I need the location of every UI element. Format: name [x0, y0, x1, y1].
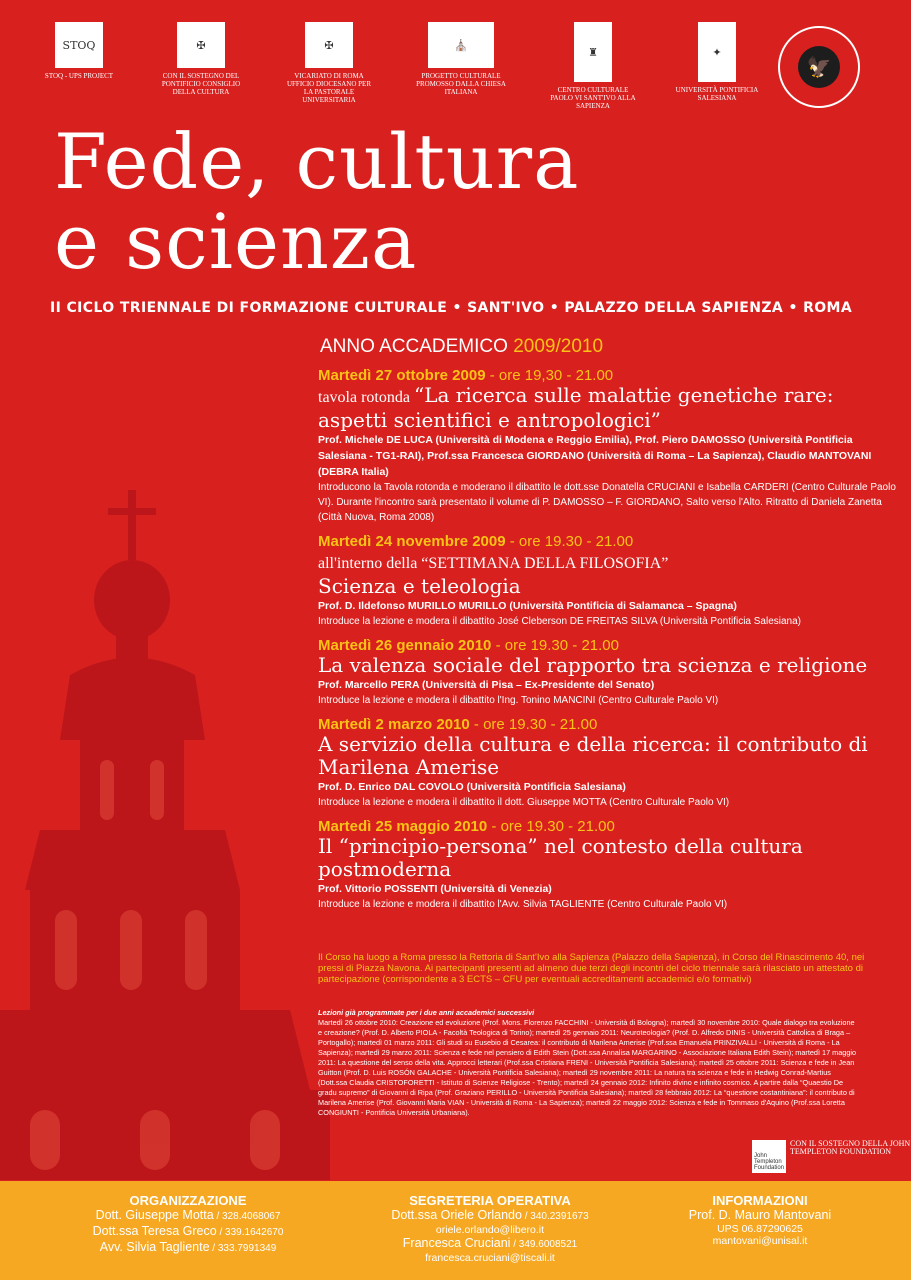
centro-paolo-vi-logo [548, 22, 638, 110]
progetto-culturale-logo [416, 22, 506, 96]
event-pre: all'interno della “SETTIMANA DELLA FILOSOFIA” [318, 555, 669, 572]
event-speakers: Prof. D. Enrico DAL COVOLO (Università Pontificia Salesiana) [318, 781, 626, 793]
pontificio-consiglio-logo-caption: CON IL SOSTEGNO DEL PONTIFICIO CONSIGLIO DELLA CULTURA [161, 72, 241, 96]
facolta-filosofia-seal [778, 26, 860, 108]
footer-informazioni-heading: INFORMAZIONI [712, 1193, 808, 1208]
event-intro: Introducono la Tavola rotonda e moderano il dibattito le dott.sse Donatella CRUCIANI e Isabella CARDERI (Centro Culturale Paolo VI). Durante l'incontro sarà presentato il volume di P. DAMOSSO – F. GIORDANO, Salto verso l'Alto. Ritratto di Daniela Zanetta (Città Nuova, Roma 2008) [318, 482, 896, 523]
vicariato-logo [284, 22, 374, 104]
templeton-logo-mark: John Templeton Foundation [752, 1140, 786, 1173]
contact-name: Dott.ssa Teresa Greco [92, 1224, 217, 1238]
event-item [318, 533, 898, 629]
event-date: Martedì 2 marzo 2010 [318, 716, 470, 733]
event-pre: tavola rotonda [318, 389, 414, 406]
event-intro: Introduce la lezione e modera il dibattito il dott. Giuseppe MOTTA (Centro Culturale Paolo VI) [318, 797, 730, 808]
footer-organizzazione-heading: ORGANIZZAZIONE [129, 1193, 247, 1208]
contact-name: Francesca Cruciani [402, 1236, 511, 1250]
event-time: - ore 19.30 - 21.00 [491, 637, 619, 654]
contact-email[interactable]: mantovani@unisal.it [712, 1235, 808, 1247]
contact-phone: / 340.2391673 [521, 1211, 589, 1222]
venue-notes: Il Corso ha luogo a Roma presso la Rettoria di Sant'Ivo alla Sapienza (Palazzo della Sapienza), in Corso del Rinascimento 40, nei pressi di Piazza Navona. Ai partecipanti presenti ad almeno due terzi degli incontri del ciclo triennale sarà rilasciato un attestato di partecipazione (corrispondente a 3 ECTS – CFU per eventuali accreditamenti accademici e/o formativi) [318, 952, 865, 985]
future-lessons [318, 1008, 858, 1118]
future-lessons-heading: Lezioni già programmate per i due anni accademici successivi [318, 1008, 535, 1017]
academic-year-label: ANNO ACCADEMICO [320, 336, 508, 357]
centro-paolo-vi-logo-caption: CENTRO CULTURALE PAOLO VI SANT'IVO ALLA SAPIENZA [550, 86, 636, 110]
contact-email[interactable]: francesca.cruciani@tiscali.it [425, 1252, 555, 1264]
contact-name: Avv. Silvia Tagliente [99, 1240, 210, 1254]
stoq-logo-caption: STOQ - UPS PROJECT [44, 72, 114, 80]
event-title: Il “principio-persona” nel contesto della cultura postmoderna [318, 834, 803, 881]
event-item [318, 637, 898, 708]
event-title: La valenza sociale del rapporto tra scienza e religione [318, 653, 868, 677]
footer-segreteria-heading: SEGRETERIA OPERATIVA [409, 1193, 571, 1208]
progetto-culturale-logo-mark: ⛪ [428, 22, 494, 68]
footer [0, 1181, 911, 1280]
event-time: - ore 19,30 - 21.00 [485, 367, 614, 384]
contact-name: Prof. D. Mauro Mantovani [688, 1208, 832, 1222]
footer-organizzazione [68, 1193, 308, 1256]
event-date: Martedì 25 maggio 2010 [318, 818, 488, 835]
pontificio-consiglio-logo-mark: ✠ [177, 22, 225, 68]
contact-phone: / 339.1642670 [216, 1227, 284, 1238]
title-line-1: Fede, cultura [54, 117, 580, 206]
event-date: Martedì 24 novembre 2009 [318, 533, 506, 550]
contact-phone: / 333.7991349 [209, 1243, 277, 1254]
tower-illustration [0, 490, 330, 1180]
contact-name: Dott.ssa Oriele Orlando [391, 1208, 522, 1222]
event-intro: Introduce la lezione e modera il dibattito José Cleberson DE FREITAS SILVA (Università Pontificia Salesiana) [318, 616, 802, 627]
event-time: - ore 19.30 - 21.00 [469, 716, 598, 733]
centro-paolo-vi-logo-mark: ♜ [574, 22, 612, 82]
contact-email[interactable]: oriele.orlando@libero.it [435, 1224, 545, 1236]
templeton-logo [752, 1140, 911, 1173]
footer-segreteria [360, 1193, 620, 1264]
contact-phone: UPS 06.87290625 [717, 1223, 803, 1235]
event-speakers: Prof. Vittorio POSSENTI (Università di Venezia) [318, 883, 552, 895]
logos-row [20, 22, 900, 127]
event-speakers: Prof. D. Ildefonso MURILLO MURILLO (Università Pontificia di Salamanca – Spagna) [318, 600, 737, 612]
event-item [318, 818, 898, 912]
footer-informazioni [640, 1193, 880, 1247]
event-speakers: Prof. Marcello PERA (Università di Pisa – Ex-Presidente del Senato) [318, 679, 655, 691]
title-line-2: e scienza [54, 197, 418, 286]
stoq-logo [34, 22, 124, 80]
contact-phone: / 328.4068067 [213, 1211, 281, 1222]
event-time: - ore 19.30 - 21.00 [505, 533, 634, 550]
templeton-logo-caption: CON IL SOSTEGNO DELLA JOHN TEMPLETON FOUNDATION [790, 1139, 911, 1156]
event-time: - ore 19.30 - 21.00 [487, 818, 615, 835]
academic-year [320, 336, 603, 358]
vicariato-logo-caption: VICARIATO DI ROMA UFFICIO DIOCESANO PER LA PASTORALE UNIVERSITARIA [286, 72, 371, 104]
event-speakers: Prof. Michele DE LUCA (Università di Modena e Reggio Emilia), Prof. Piero DAMOSSO (Università Pontificia Salesiana - TG1-RAI), Prof.ssa Francesca GIORDANO (Università di Roma – La Sapienza), Claudio MANTOVANI (DEBRA Italia) [318, 434, 872, 478]
ups-logo-caption: UNIVERSITÀ PONTIFICIA SALESIANA [675, 86, 759, 102]
subtitle: II CICLO TRIENNALE DI FORMAZIONE CULTURALE • SANT'IVO • PALAZZO DELLA SAPIENZA • ROMA [50, 300, 853, 316]
event-title: A servizio della cultura e della ricerca: il contributo di Marilena Amerise [318, 732, 868, 779]
event-title: Scienza e teleologia [318, 574, 521, 598]
event-date: Martedì 26 gennaio 2010 [318, 637, 492, 654]
academic-year-value: 2009/2010 [513, 336, 604, 357]
event-item [318, 716, 898, 810]
vicariato-logo-mark: ✠ [305, 22, 353, 68]
progetto-culturale-logo-caption: PROGETTO CULTURALE PROMOSSO DALLA CHIESA ITALIANA [416, 72, 506, 96]
poster-title [54, 117, 580, 286]
event-date: Martedì 27 ottobre 2009 [318, 367, 486, 384]
event-intro: Introduce la lezione e modera il dibattito l'Ing. Tonino MANCINI (Centro Culturale Paolo VI) [318, 695, 719, 706]
event-title: “La ricerca sulle malattie genetiche rare: aspetti scientifici e antropologici” [318, 383, 834, 432]
eagle-icon: 🦅 [798, 46, 840, 88]
ups-logo-mark: ✦ [698, 22, 736, 82]
event-intro: Introduce la lezione e modera il dibattito l'Avv. Silvia TAGLIENTE (Centro Culturale Paolo VI) [318, 899, 728, 910]
contact-name: Dott. Giuseppe Motta [95, 1208, 214, 1222]
stoq-logo-mark: STOQ [55, 22, 103, 68]
event-item [318, 367, 898, 525]
pontificio-consiglio-logo [156, 22, 246, 96]
contact-phone: / 349.6008521 [510, 1239, 578, 1250]
events-list [318, 367, 898, 920]
ups-logo [672, 22, 762, 102]
future-lessons-text: Martedì 26 ottobre 2010: Creazione ed evoluzione (Prof. Mons. Florenzo FACCHINI - Università di Bologna); martedì 30 novembre 2010: Quale dialogo tra evoluzione e creazione? (Prof. D. Alberto PIOLA - Facoltà Teologica di Torino); martedì 25 gennaio 2011: Neuroteologia? (Prof. D. Alfredo DINIS - Università Cattolica di Braga – Portogallo); martedì 01 marzo 2011: Gli studi su Eusebio di Cesarea: il contributo di Marilena Amerise (Prof.ssa Emanuela PRINZIVALLI - Università di Roma - La Sapienza); martedì 29 marzo 2011: Scienza e fede nel pensiero di Edith Stein (Dott.ssa Annalisa MARGARINO - Associazione Italiana Edith Stein); martedì 17 maggio 2011: La questione del senso della vita. Approcci letterari (Prof.ssa Cristiana FRENI - Università Pontificia Salesiana); martedì 25 ottobre 2011: Scienza e fede in Jean Guitton (Prof. D. Luis ROSÓN GALACHE - Università Pontificia Salesiana); martedì 29 novembre 2011: La natura tra scienza e fede in Hedwig Conrad-Martius (Dott.ssa Claudia CRISTOFORETTI - Istituto di Scienze Religiose - Trento); martedì 24 gennaio 2012: Infinito divino e infinito cosmico. A partire dalla “Quaestio De gradu supremo” di Giovanni di Ripa (Prof. Graziano PERILLO - Università Pontificia Salesiana); martedì 28 febbraio 2012: La “questione costantiniana”: il contributo di Marilena Amerise (Prof. Giovanni Maria VIAN - Università di Roma - La Sapienza); martedì 22 maggio 2012: Scienza e fede in Tommaso d'Aquino (Prof.ssa Loretta CONGIUNTI - Pontificia Università Urbaniana). [318, 1018, 857, 1117]
